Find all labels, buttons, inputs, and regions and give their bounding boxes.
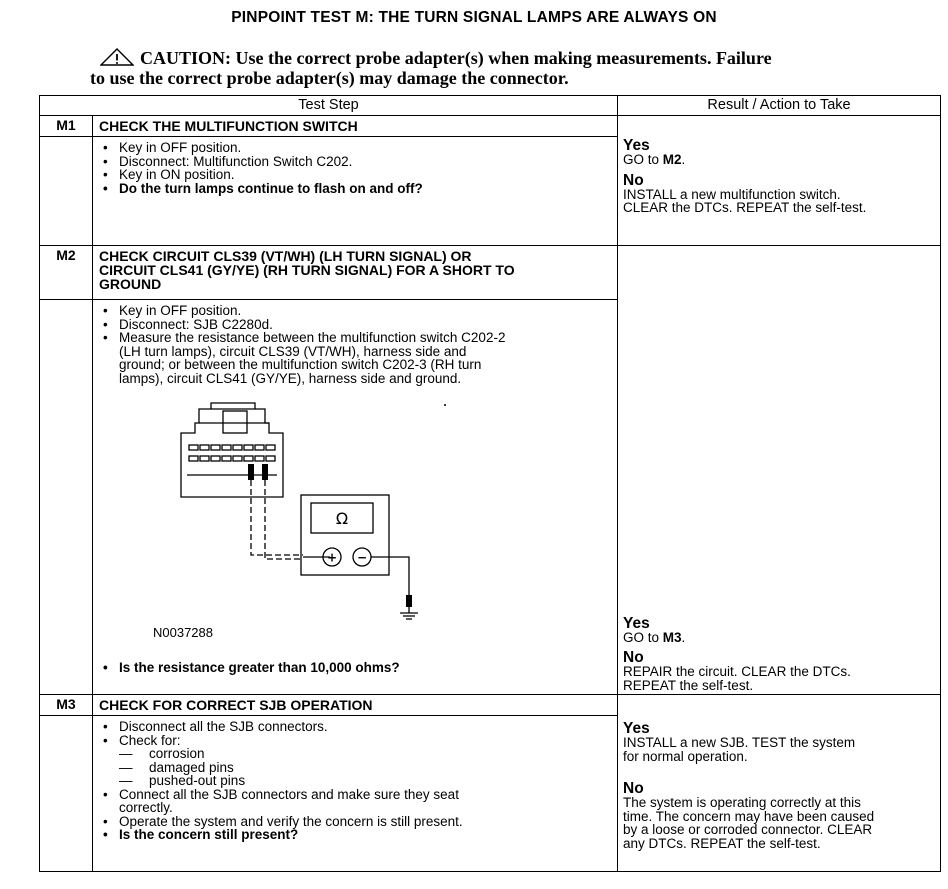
connector-pins <box>189 445 275 461</box>
m1-id-spacer <box>40 137 93 246</box>
caution-line-1: CAUTION: Use the correct probe adapter(s) when making measurements. Failure <box>140 48 772 68</box>
m3-yes-line-1: INSTALL a new SJB. TEST the system <box>623 735 856 750</box>
m2-no-line-2: REPEAT the self-test. <box>623 677 754 693</box>
page-title: PINPOINT TEST M: THE TURN SIGNAL LAMPS ARE ALWAYS ON <box>231 9 717 26</box>
m2-step-1: • Key in OFF position. <box>119 304 611 318</box>
m3-steps <box>93 716 618 872</box>
m2-yes-post: . <box>681 629 686 645</box>
m1-yes-text: GO to <box>623 152 663 167</box>
warning-triangle-icon <box>100 48 134 66</box>
m2-heading-line-3: GROUND <box>99 276 162 292</box>
table-header-row <box>40 96 941 116</box>
m3-step-2-text: Check for: <box>119 732 181 748</box>
m3-check-1: — corrosion <box>149 747 611 761</box>
m3-heading: CHECK FOR CORRECT SJB OPERATION <box>93 695 618 716</box>
m2-steps <box>93 300 618 695</box>
m3-id-spacer <box>40 716 93 872</box>
m2-question: • Is the resistance greater than 10,000 ohms? <box>119 661 611 675</box>
m2-id-spacer <box>40 300 93 695</box>
m2-step-3-line-4: lamps), circuit CLS41 (GY/YE), harness side and ground. <box>119 370 462 386</box>
m3-heading-row <box>40 695 941 716</box>
m2-yes-ref: M3 <box>662 629 682 645</box>
stray-dot <box>444 404 446 406</box>
probe-left <box>248 464 254 480</box>
test-leads <box>251 480 303 559</box>
m3-check-3: — pushed-out pins <box>149 774 611 788</box>
m1-result <box>618 116 941 246</box>
m3-step-3-line-2: correctly. <box>119 800 173 815</box>
m2-step-3 <box>119 331 611 385</box>
diagram-svg <box>153 397 523 627</box>
m3-no-line-1: The system is operating correctly at this <box>623 795 861 810</box>
m2-result <box>618 246 941 695</box>
m1-yes-post: . <box>681 152 686 167</box>
m3-yes-line-2: for normal operation. <box>623 748 748 764</box>
ground-symbol <box>400 607 418 619</box>
m3-yes-label: Yes <box>623 720 650 737</box>
step-id-m3: M3 <box>40 695 93 716</box>
meter-minus: − <box>356 550 368 565</box>
step-id-m1: M1 <box>40 116 93 137</box>
m1-step-3: • Key in ON position. <box>119 168 611 182</box>
m1-no-label: No <box>623 171 644 189</box>
m3-step-3-line-1: • Connect all the SJB connectors and make sure they seat <box>119 786 459 802</box>
m2-yes-label: Yes <box>623 614 650 632</box>
m1-no-line-1: INSTALL a new multifunction switch. <box>623 186 841 202</box>
m2-yes-action <box>623 631 934 645</box>
m3-result <box>618 695 941 872</box>
m2-heading-line-1: CHECK CIRCUIT CLS39 (VT/WH) (LH TURN SIGNAL) OR <box>99 248 472 264</box>
m1-question: • Do the turn lamps continue to flash on and off? <box>119 182 611 196</box>
m3-question: • Is the concern still present? <box>119 828 611 842</box>
meter-plus: + <box>326 550 338 565</box>
m1-yes-label: Yes <box>623 137 650 154</box>
m2-heading <box>93 246 618 300</box>
m2-step-3-line-1: • Measure the resistance between the multifunction switch C202-2 <box>119 330 506 345</box>
m2-no-label: No <box>623 649 644 666</box>
probe-ground <box>406 595 412 607</box>
m3-step-3 <box>119 788 611 815</box>
measurement-diagram <box>153 397 423 667</box>
m3-step-4: • Operate the system and verify the concern is still present. <box>119 815 611 829</box>
caution-notice <box>90 48 890 88</box>
m1-yes-ref: M2 <box>662 152 682 167</box>
m3-no-line-2: time. The concern may have been caused <box>623 808 875 824</box>
header-test-step: Test Step <box>40 96 618 116</box>
m1-step-2: • Disconnect: Multifunction Switch C202. <box>119 155 611 169</box>
figure-id: N0037288 <box>153 625 213 640</box>
ohmmeter <box>301 495 409 597</box>
m2-step-3-line-3: ground; or between the multifunction switch C202-3 (RH turn <box>119 357 482 372</box>
probe-right <box>262 464 268 480</box>
m2-step-3-line-2: (LH turn lamps), circuit CLS39 (VT/WH), harness side and <box>119 343 467 359</box>
pinpoint-test-table <box>39 95 941 872</box>
m3-no-line-3: by a loose or corroded connector. CLEAR <box>623 822 873 837</box>
m2-heading-row <box>40 246 941 300</box>
m1-no-line-2: CLEAR the DTCs. REPEAT the self-test. <box>623 200 867 215</box>
m3-step-2 <box>119 734 611 788</box>
m2-heading-line-2: CIRCUIT CLS41 (GY/YE) (RH TURN SIGNAL) FOR A SHORT TO <box>99 262 515 278</box>
step-id-m2: M2 <box>40 246 93 300</box>
m3-check-2: — damaged pins <box>149 761 611 775</box>
m2-yes-text: GO to <box>623 629 663 645</box>
m3-step-1: • Disconnect all the SJB connectors. <box>119 720 611 734</box>
m2-step-2: • Disconnect: SJB C2280d. <box>119 318 611 332</box>
m2-no-line-1: REPAIR the circuit. CLEAR the DTCs. <box>623 664 851 679</box>
m1-steps <box>93 137 618 246</box>
connector-latch <box>223 411 247 433</box>
m1-yes-action <box>623 153 934 167</box>
m3-no-line-4: any DTCs. REPEAT the self-test. <box>623 835 821 851</box>
caution-line-2: to use the correct probe adapter(s) may damage the connector. <box>90 68 569 88</box>
m1-heading-row <box>40 116 941 137</box>
header-result: Result / Action to Take <box>618 96 941 116</box>
m3-no-label: No <box>623 780 644 797</box>
m1-step-1: • Key in OFF position. <box>119 141 611 155</box>
m1-heading: CHECK THE MULTIFUNCTION SWITCH <box>93 116 618 137</box>
ohm-symbol: Ω <box>335 509 349 528</box>
